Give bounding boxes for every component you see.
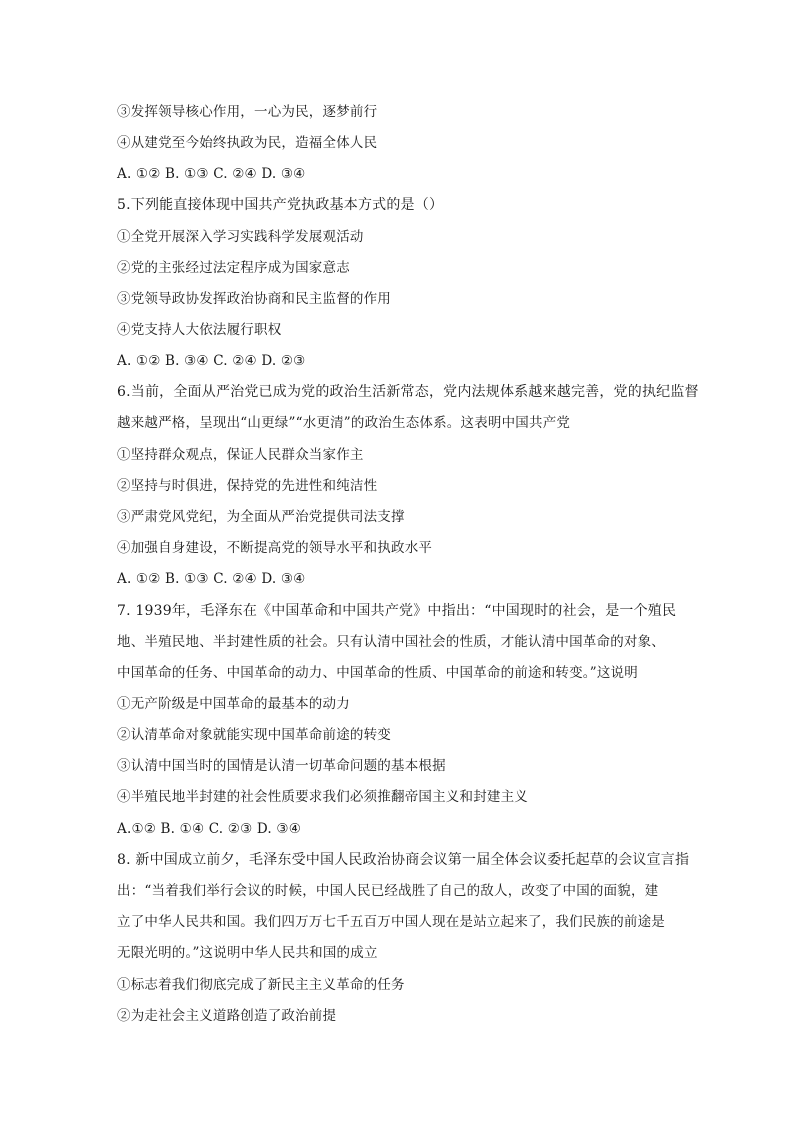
option-line: ④半殖民地半封建的社会性质要求我们必须推翻帝国主义和封建主义 <box>117 789 528 805</box>
option-line: ①无产阶级是中国革命的最基本的动力 <box>117 696 350 712</box>
question-5: 5.下列能直接体现中国共产党执政基本方式的是（） <box>117 197 444 213</box>
option-line: ②党的主张经过法定程序成为国家意志 <box>117 260 350 276</box>
answer-choices: A. ①② B. ①③ C. ②④ D. ③④ <box>117 571 306 587</box>
option-line: ③认清中国当时的国情是认清一切革命问题的基本根据 <box>117 758 446 774</box>
question-8: 8. 新中国成立前夕，毛泽东受中国人民政治协商会议第一届全体会议委托起草的会议宣言指 <box>117 852 690 868</box>
option-line: ②认清革命对象就能实现中国革命前途的转变 <box>117 727 391 743</box>
option-line: ④加强自身建设，不断提高党的领导水平和执政水平 <box>117 540 433 556</box>
answer-choices: A. ①② B. ③④ C. ②④ D. ②③ <box>117 353 306 369</box>
option-line: ①全党开展深入学习实践科学发展观活动 <box>117 229 364 245</box>
question-text: 越来越严格，呈现出“山更绿”“水更清”的政治生态体系。这表明中国共产党 <box>117 415 571 431</box>
question-7: 7. 1939年，毛泽东在《中国革命和中国共产党》中指出：“中国现时的社会，是一个殖民 <box>117 603 677 619</box>
question-text: 出：“当着我们举行会议的时候，中国人民已经战胜了自己的敌人，改变了中国的面貌，建 <box>117 883 659 899</box>
option-line: ②为走社会主义道路创造了政治前提 <box>117 1008 337 1024</box>
question-text: 立了中华人民共和国。我们四万万七千五百万中国人现在是站立起来了，我们民族的前途是 <box>117 914 665 930</box>
option-line: ①坚持群众观点，保证人民群众当家作主 <box>117 447 364 463</box>
option-line: ②坚持与时俱进，保持党的先进性和纯洁性 <box>117 478 378 494</box>
answer-choices: A. ①② B. ①③ C. ②④ D. ③④ <box>117 166 306 182</box>
answer-choices: A.①② B. ①④ C. ②③ D. ③④ <box>117 821 301 837</box>
option-line: ④党支持人大依法履行职权 <box>117 322 282 338</box>
option-line: ④从建党至今始终执政为民，造福全体人民 <box>117 135 378 151</box>
option-line: ③严肃党风党纪，为全面从严治党提供司法支撑 <box>117 509 405 525</box>
option-line: ③党领导政协发挥政治协商和民主监督的作用 <box>117 291 391 307</box>
question-text: 中国革命的任务、中国革命的动力、中国革命的性质、中国革命的前途和转变。”这说明 <box>117 665 638 681</box>
question-6: 6.当前，全面从严治党已成为党的政治生活新常态，党内法规体系越来越完善，党的执纪监督 <box>117 384 699 400</box>
option-line: ③发挥领导核心作用，一心为民，逐梦前行 <box>117 104 378 120</box>
question-text: 地、半殖民地、半封建性质的社会。只有认清中国社会的性质，才能认清中国革命的对象、 <box>117 634 665 650</box>
option-line: ①标志着我们彻底完成了新民主主义革命的任务 <box>117 977 405 993</box>
question-text: 无限光明的。”这说明中华人民共和国的成立 <box>117 945 378 961</box>
